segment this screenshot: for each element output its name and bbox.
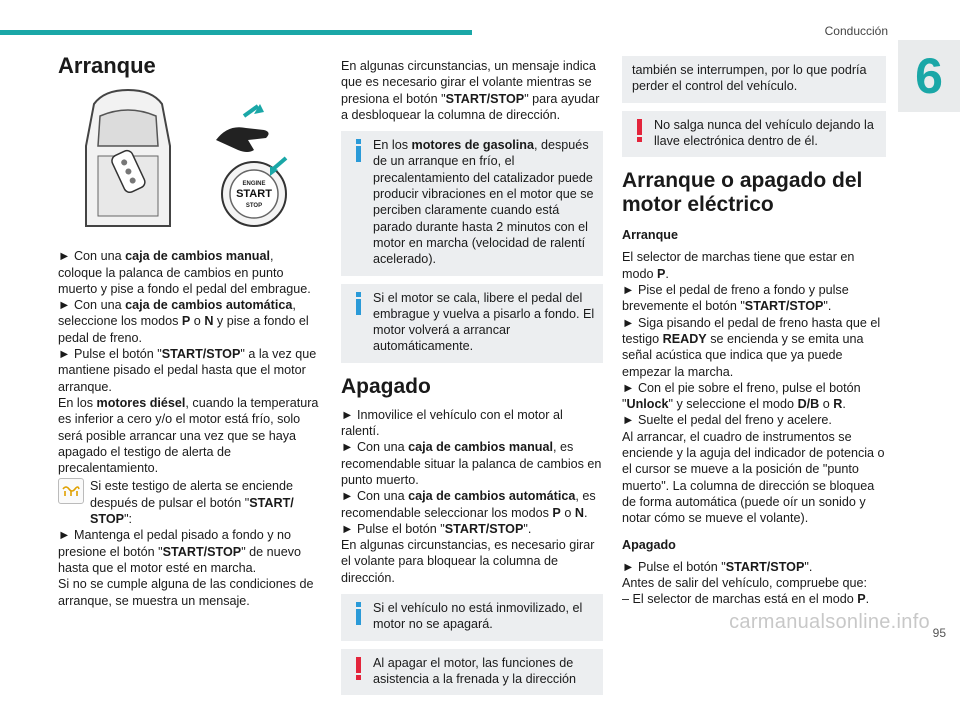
info-icon [351, 602, 365, 626]
paragraph: Si este testigo de alerta se enciende después de pulsar el botón "START/ STOP": [90, 479, 294, 527]
paragraph: ► Pulse el botón "START/STOP" a la vez que mantiene pisado el pedal hasta que el motor arranque. [58, 347, 317, 394]
subheading-arranque: Arranque [622, 228, 678, 243]
column-3 [622, 50, 886, 608]
paragraph: ► Pulse el botón "START/STOP". [341, 521, 532, 536]
paragraph: En algunas circunstancias, un mensaje indica que es necesario girar el volante mientras se presiona el botón "START/STOP" para ayudar a desbloquear la columna de dirección. [341, 59, 600, 122]
paragraph: ► Con una caja de cambios manual, coloque la palanca de cambios en punto muerto y pise a fondo el pedal del embrague. [58, 249, 311, 296]
column-1 [58, 50, 320, 609]
info-icon [351, 139, 365, 163]
paragraph: Si no se cumple alguna de las condiciones de arranque, se muestra un mensaje. [58, 577, 314, 608]
warning-note: Al apagar el motor, las funciones de asistencia a la frenada y la dirección [341, 649, 603, 696]
car-key-illustration [58, 86, 320, 236]
warning-exclamation-icon [351, 657, 365, 681]
section-title: Conducción [824, 24, 888, 38]
paragraph: En algunas circunstancias, es necesario girar el volante para bloquear la columna de dirección. [341, 538, 595, 585]
paragraph: ► Pise el pedal de freno a fondo y pulse brevemente el botón "START/STOP". [622, 283, 849, 314]
info-note: Si el motor se cala, libere el pedal del embrague y vuelva a pisarlo a fondo. El motor volverá a arrancar automáticamente. [341, 284, 603, 363]
stop-label: STOP [245, 203, 263, 210]
section-heading-electric: Arranque o apagado del motor eléctrico [622, 169, 863, 217]
watermark: carmanualsonline.info [729, 611, 930, 633]
page-number: 95 [932, 626, 946, 640]
section-heading-arranque: Arranque [58, 53, 156, 78]
paragraph: ► Con el pie sobre el freno, pulse el botón "Unlock" y seleccione el modo D/B o R. [622, 380, 861, 412]
paragraph: ► Inmovilice el vehículo con el motor al ralentí. [341, 407, 563, 439]
info-icon [351, 292, 365, 316]
paragraph: ► Siga pisando el pedal de freno hasta que el testigo READY se encienda y se emita una señal acústica que indica que ya puede empezar la marcha. [622, 315, 881, 379]
section-heading-apagado: Apagado [341, 374, 431, 398]
paragraph: Antes de salir del vehículo, compruebe que: [622, 576, 868, 591]
preheat-warning-row [58, 478, 320, 527]
info-note: En los motores de gasolina, después de un arranque en frío, el precalentamiento del catalizador puede producir vibraciones en el motor que se perciben claramente cuando está parado durante hasta 2 minutos con el motor en marcha (velocidad de ralentí acelerado). [341, 131, 603, 275]
warning-note-continued: también se interrumpen, por lo que podría perder el control del vehículo. [622, 56, 886, 103]
paragraph: ► Pulse el botón "START/STOP". [622, 559, 813, 574]
chapter-number: 6 [898, 40, 960, 112]
column-2 [341, 50, 603, 703]
paragraph: En los motores diésel, cuando la temperatura es inferior a cero y/o el motor está frío, solo será posible arrancar una vez que se haya apagado el testigo de alerta de precalentamiento. [58, 395, 319, 476]
engine-label: ENGINE [242, 181, 266, 188]
illustration [58, 86, 320, 236]
paragraph: – El selector de marchas está en el modo P. [622, 592, 870, 607]
paragraph: El selector de marchas tiene que estar en modo P. [622, 250, 855, 281]
subheading-apagado: Apagado [622, 537, 676, 552]
paragraph: ► Suelte el pedal del freno y acelere. [622, 413, 832, 428]
paragraph: ► Con una caja de cambios manual, es recomendable situar la palanca de cambios en punto muerto. [341, 440, 602, 487]
paragraph: ► Mantenga el pedal pisado a fondo y no presione el botón "START/STOP" de nuevo hasta que el motor esté en marcha. [58, 528, 301, 575]
preheat-coil-icon [58, 478, 84, 504]
paragraph: Al arrancar, el cuadro de instrumentos se enciende y la aguja del indicador de potencia o el cursor se mueve a la posición de "punto muerto". La columna de dirección se bloquea de forma automática (puede oír un sonido y notar cómo se mueve el volante). [622, 429, 885, 526]
start-label: START [236, 188, 272, 201]
paragraph: ► Con una caja de cambios automática, es recomendable seleccionar los modos P o N. [341, 489, 596, 520]
warning-note: No salga nunca del vehículo dejando la llave electrónica dentro de él. [622, 111, 886, 158]
paragraph: ► Con una caja de cambios automática, seleccione los modos P o N y pise a fondo el pedal de freno. [58, 298, 309, 345]
warning-exclamation-icon [632, 119, 646, 143]
header-accent-bar [0, 30, 472, 35]
info-note: Si el vehículo no está inmovilizado, el motor no se apagará. [341, 594, 603, 641]
